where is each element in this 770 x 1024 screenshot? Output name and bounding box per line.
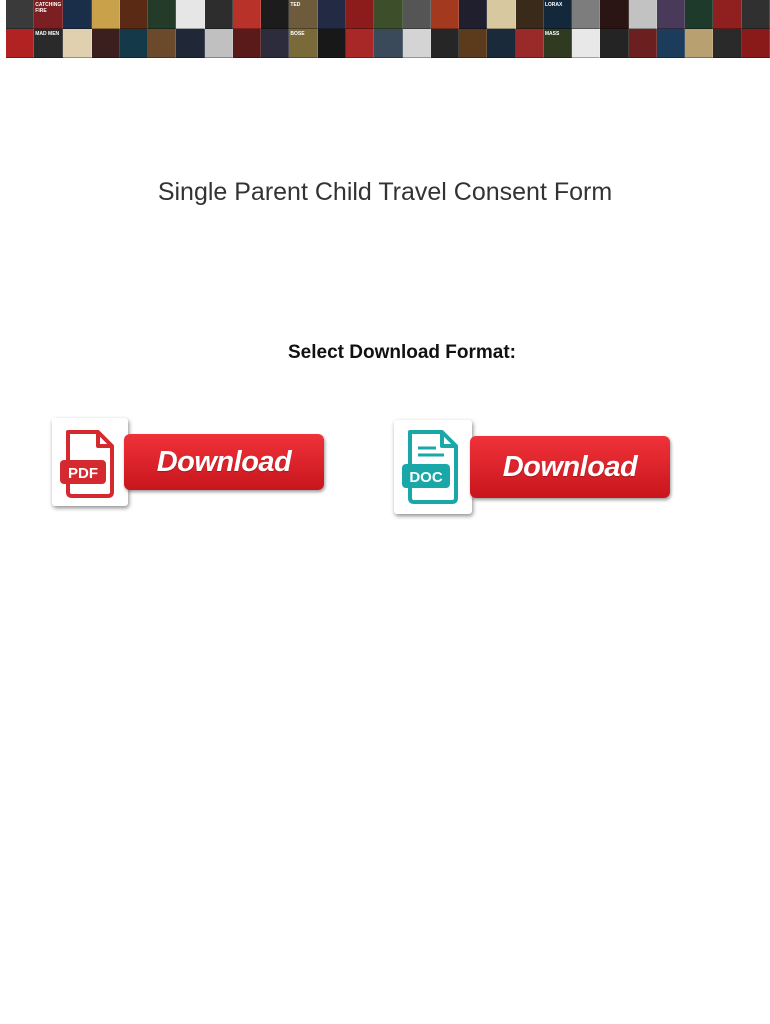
banner-tile — [544, 0, 572, 29]
banner-tile — [148, 0, 176, 29]
banner-tile — [713, 29, 741, 58]
banner-tile — [403, 29, 431, 58]
banner-tile — [572, 29, 600, 58]
banner-tile-text: MAD MEN — [35, 31, 60, 37]
pdf-download-button-label: Download — [156, 445, 292, 478]
banner-tile — [233, 29, 261, 58]
banner-tile — [374, 0, 402, 29]
pdf-badge-text: PDF — [68, 465, 98, 482]
banner-tile — [657, 29, 685, 58]
banner-tile-text: TED — [290, 2, 301, 8]
banner-tile — [459, 0, 487, 29]
pdf-download-button[interactable] — [124, 434, 324, 490]
banner-tile — [685, 29, 713, 58]
banner-tile — [431, 0, 459, 29]
banner-tile — [459, 29, 487, 58]
banner-tile — [63, 29, 91, 58]
pdf-document-icon — [52, 418, 128, 506]
banner-tile — [487, 29, 515, 58]
banner-tile — [6, 0, 34, 29]
banner-tile-text: CATCHING FIRE — [35, 2, 62, 14]
banner-tile — [685, 0, 713, 29]
banner-tile — [600, 29, 628, 58]
banner-tile — [600, 0, 628, 29]
banner-tile — [318, 0, 346, 29]
banner-tile-text: BOSE — [290, 31, 305, 37]
banner-tile — [657, 0, 685, 29]
banner-tile — [572, 0, 600, 29]
banner-tile — [346, 0, 374, 29]
banner-tile — [92, 0, 120, 29]
pdf-file-icon[interactable] — [52, 418, 128, 506]
banner-tile — [34, 0, 63, 29]
doc-download-group[interactable] — [394, 420, 674, 518]
banner-tile — [374, 29, 402, 58]
banner-tile — [742, 0, 770, 29]
banner-tile — [403, 0, 431, 29]
banner-tile — [63, 0, 91, 29]
banner-tile — [92, 29, 120, 58]
banner-tile — [713, 0, 741, 29]
banner-tile — [261, 29, 289, 58]
banner-tile — [148, 29, 176, 58]
doc-download-button-label: Download — [502, 450, 638, 483]
banner-tile — [516, 0, 544, 29]
banner-tile — [176, 0, 204, 29]
banner-tile — [6, 29, 34, 58]
banner-tile — [742, 29, 770, 58]
banner-tile — [120, 0, 148, 29]
banner-tile — [289, 0, 317, 29]
header-banner-collage — [6, 0, 770, 58]
doc-download-button[interactable] — [470, 436, 670, 498]
banner-tile — [205, 29, 233, 58]
banner-tile — [318, 29, 346, 58]
banner-tile — [289, 29, 317, 58]
doc-badge-text: DOC — [409, 469, 443, 486]
download-format-label: Select Download Format: — [287, 342, 517, 363]
banner-tile — [176, 29, 204, 58]
doc-document-icon — [394, 420, 472, 514]
banner-tile — [120, 29, 148, 58]
banner-tile — [261, 0, 289, 29]
banner-tile — [34, 29, 63, 58]
banner-tile — [346, 29, 374, 58]
banner-tile — [205, 0, 233, 29]
banner-tile — [629, 0, 657, 29]
page-title: Single Parent Child Travel Consent Form — [157, 178, 613, 206]
banner-tile — [516, 29, 544, 58]
banner-tile-text: MASS — [544, 31, 560, 37]
banner-tile — [431, 29, 459, 58]
banner-tile — [629, 29, 657, 58]
doc-file-icon[interactable] — [394, 420, 472, 514]
banner-tile-text: LORAX — [544, 2, 563, 8]
banner-tile — [544, 29, 572, 58]
banner-tile — [487, 0, 515, 29]
banner-tile — [233, 0, 261, 29]
pdf-download-group[interactable] — [52, 418, 327, 510]
